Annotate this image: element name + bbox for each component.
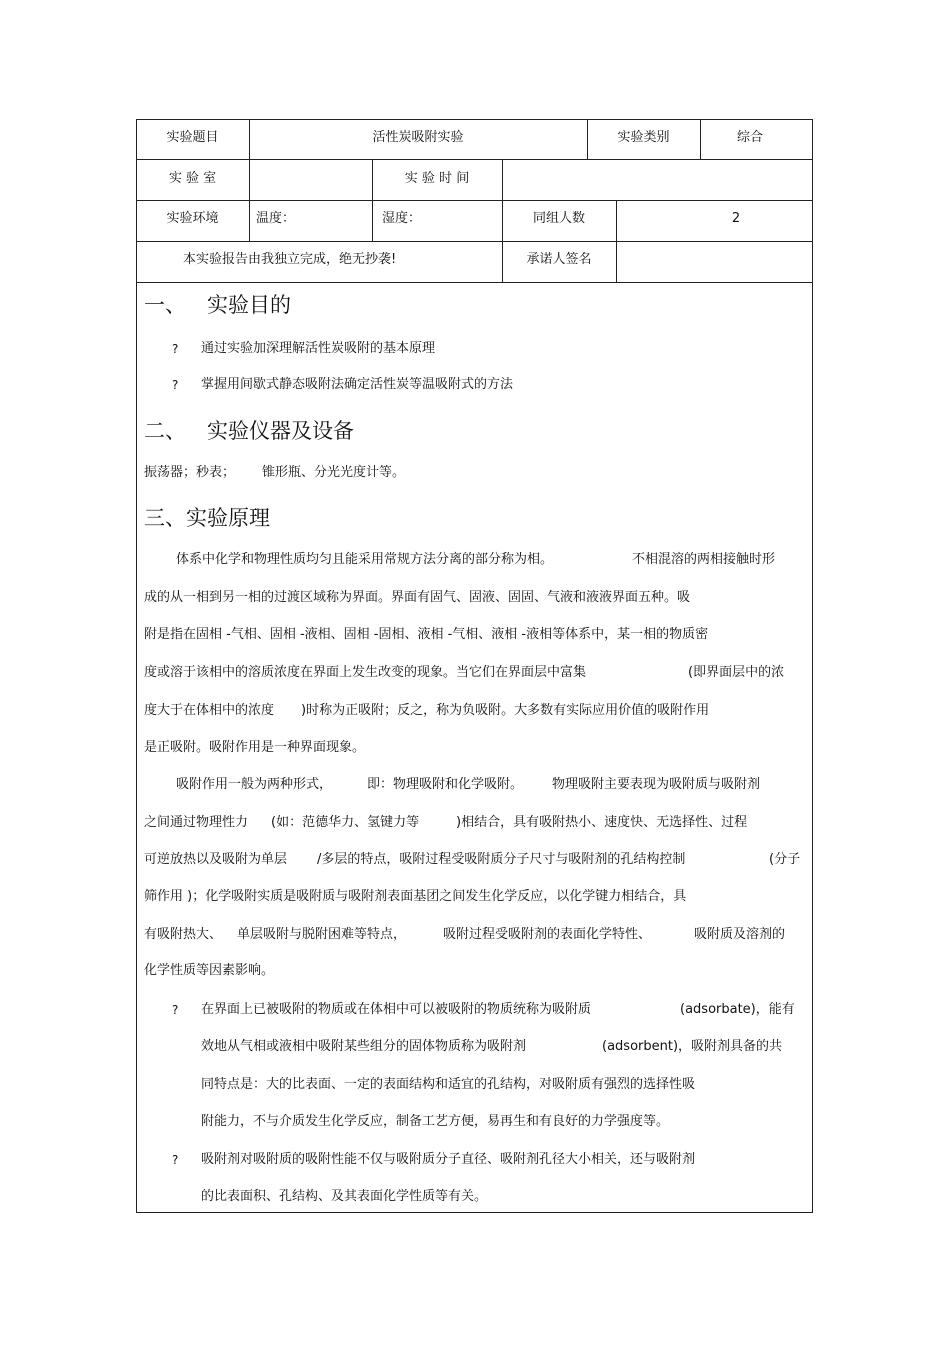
type-value: 综合 <box>736 130 763 145</box>
table-divider <box>136 241 813 242</box>
pledge-text: 本实验报告由我独立完成，绝无抄袭! <box>183 252 397 267</box>
principle-text: 度大于在体相中的浓度 <box>144 703 275 718</box>
topic-value: 活性炭吸附实验 <box>372 130 464 145</box>
principle-text: 度或溶于该相中的溶质浓度在界面上发生改变的现象。当它们在界面层中富集 <box>144 665 587 680</box>
group-label: 同组人数 <box>532 211 585 226</box>
objective-item: 掌握用间歇式静态吸附法确定活性炭等温吸附式的方法 <box>201 377 514 392</box>
bullet-mark: ? <box>172 378 179 392</box>
principle-text: 吸附过程受吸附剂的表面化学特性、 <box>443 927 652 942</box>
group-value: 2 <box>731 211 741 226</box>
principle-text: /多层的特点，吸附过程受吸附质分子尺寸与吸附剂的孔结构控制 <box>317 852 686 867</box>
principle-text: 筛作用 )；化学吸附实质是吸附质与吸附剂表面基团之间发生化学反应，以化学键力相结合，具 <box>144 889 687 904</box>
principle-text: 之间通过物理性力 <box>144 815 249 830</box>
principle-text: 体系中化学和物理性质均匀且能采用常规方法分离的部分称为相。 <box>176 552 554 567</box>
principle-text: 物理吸附主要表现为吸附质与吸附剂 <box>552 777 761 792</box>
principle-text: )相结合，具有吸附热小、速度快、无选择性、过程 <box>456 815 748 830</box>
temperature-label: 温度： <box>256 211 296 226</box>
principle-text: (如：范德华力、氢键力等 <box>271 815 420 830</box>
bullet-mark: ? <box>172 342 179 356</box>
principle-text: 在界面上已被吸附的物质或在体相中可以被吸附的物质统称为吸附质 <box>201 1002 592 1017</box>
section3-heading: 三、实验原理 <box>144 506 270 530</box>
table-divider <box>136 200 813 201</box>
section2-heading-number: 二、 <box>144 419 186 443</box>
principle-text: 附能力，不与介质发生化学反应，制备工艺方便，易再生和有良好的力学强度等。 <box>201 1114 670 1129</box>
section1-heading-title: 实验目的 <box>207 293 291 317</box>
table-divider <box>372 200 373 242</box>
principle-text: 同特点是：大的比表面、一定的表面结构和适宜的孔结构，对吸附质有强烈的选择性吸 <box>201 1077 696 1092</box>
principle-text: 的比表面积、孔结构、及其表面化学性质等有关。 <box>201 1189 488 1204</box>
principle-text: )时称为正吸附；反之，称为负吸附。大多数有实际应用价值的吸附作用 <box>301 703 710 718</box>
principle-text: (adsorbate)，能有 <box>680 1002 795 1017</box>
principle-text: (adsorbent)，吸附剂具备的共 <box>602 1039 783 1054</box>
bullet-mark: ? <box>172 1003 179 1017</box>
principle-text: 成的从一相到另一相的过渡区域称为界面。界面有固气、固液、固固、气液和液液界面五种。吸 <box>144 590 691 605</box>
env-label: 实验环境 <box>166 211 219 226</box>
principle-text: 单层吸附与脱附困难等特点， <box>237 927 407 942</box>
time-label: 实 验 时 间 <box>404 171 470 186</box>
table-divider <box>249 200 250 242</box>
principle-text: 可逆放热以及吸附为单层 <box>144 852 288 867</box>
signature-label: 承诺人签名 <box>526 252 592 267</box>
principle-text: (分子 <box>769 852 801 867</box>
equipment-text: 振荡器；秒表； <box>144 465 236 480</box>
principle-text: 吸附作用一般为两种形式， <box>176 777 333 792</box>
section1-heading-number: 一、 <box>144 293 186 317</box>
table-divider <box>136 282 813 283</box>
principle-text: 吸附质及溶剂的 <box>694 927 786 942</box>
principle-text: 不相混溶的两相接触时形 <box>632 552 776 567</box>
principle-text: (即界面层中的浓 <box>688 665 785 680</box>
table-divider <box>502 159 503 201</box>
lab-label: 实 验 室 <box>168 171 217 186</box>
principle-text: 附是指在固相 -气相、固相 -液相、固相 -固相、液相 -气相、液相 -液相等体系中，某一相的物质密 <box>144 627 709 642</box>
principle-text: 吸附剂对吸附质的吸附性能不仅与吸附质分子直径、吸附剂孔径大小相关，还与吸附剂 <box>201 1152 696 1167</box>
principle-text: 是正吸附。吸附作用是一种界面现象。 <box>144 740 366 755</box>
bullet-mark: ? <box>172 1153 179 1167</box>
type-label: 实验类别 <box>617 130 670 145</box>
principle-text: 化学性质等因素影响。 <box>144 963 275 978</box>
equipment-text: 锥形瓶、分光光度计等。 <box>262 465 406 480</box>
objective-item: 通过实验加深理解活性炭吸附的基本原理 <box>201 341 436 356</box>
principle-text: 效地从气相或液相中吸附某些组分的固体物质称为吸附剂 <box>201 1039 527 1054</box>
humidity-label: 湿度： <box>382 211 422 226</box>
table-divider <box>136 159 813 160</box>
principle-text: 即：物理吸附和化学吸附。 <box>367 777 524 792</box>
principle-text: 有吸附热大、 <box>144 927 223 942</box>
table-divider <box>616 241 617 283</box>
topic-label: 实验题目 <box>166 130 219 145</box>
section2-heading-title: 实验仪器及设备 <box>207 419 354 443</box>
table-divider <box>249 159 250 201</box>
